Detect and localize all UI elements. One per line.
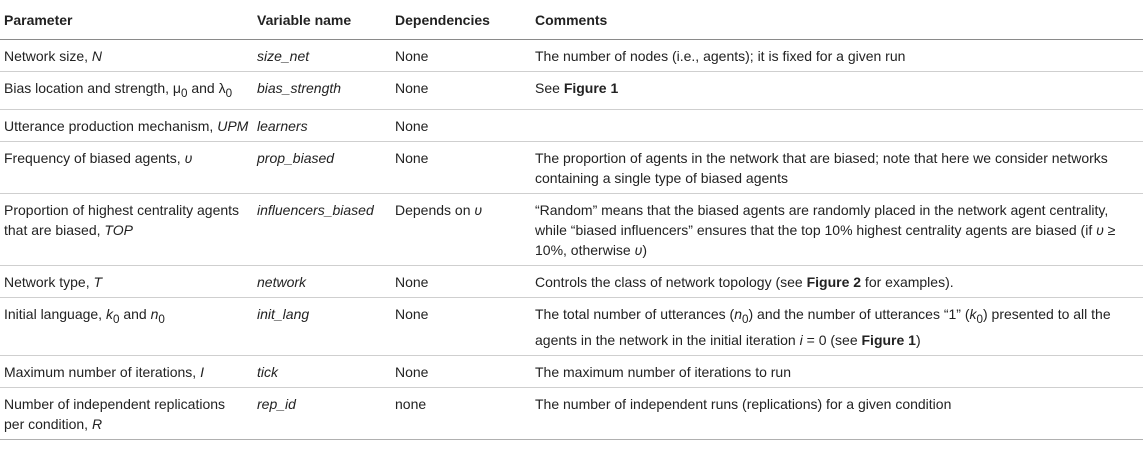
figure-link[interactable]: Figure 1 <box>563 80 619 96</box>
figure-link[interactable]: Figure 2 <box>806 273 862 290</box>
parameter-cell: Frequency of biased agents, υ <box>0 141 253 193</box>
table-row <box>0 265 1143 297</box>
table-row <box>0 72 1143 110</box>
variable-cell: influencers_biased <box>253 193 391 265</box>
comment-cell: “Random” means that the biased agents are randomly placed in the network agent centrality, while “biased influencers” ensures that the top 10% highest centrality agents are biased (if υ ≥ 10%, otherwise υ) <box>531 193 1143 265</box>
table-row <box>0 355 1143 387</box>
variable-cell: size_net <box>253 40 391 72</box>
variable-cell: learners <box>253 109 391 141</box>
table-row <box>0 109 1143 141</box>
parameter-cell: Network type, T <box>0 265 253 297</box>
dependency-cell: None <box>391 355 531 387</box>
dependency-cell: none <box>391 387 531 439</box>
header-comments: Comments <box>531 0 1143 40</box>
dependency-cell: Depends on υ <box>391 193 531 265</box>
table-row <box>0 297 1143 355</box>
comment-cell: The total number of utterances $(n_0)$ and the number of utterances “1” $(k_0)$ presented to all the agents in the network in the initial iteration i = 0 (see Figure 1) <box>531 297 1143 355</box>
parameter-cell: Maximum number of iterations, I <box>0 355 253 387</box>
comment-cell: The maximum number of iterations to run <box>531 355 1143 387</box>
figure-link[interactable]: Figure 1 <box>861 331 916 348</box>
header-parameter: Parameter <box>0 0 253 40</box>
header-variable-name: Variable name <box>253 0 391 40</box>
parameter-cell: Utterance production mechanism, UPM <box>0 109 253 141</box>
table-row <box>0 141 1143 193</box>
comment-cell: The proportion of agents in the network that are biased; note that here we consider networks containing a single type of biased agents <box>531 141 1143 193</box>
header-dependencies: Dependencies <box>391 0 531 40</box>
comment-cell: The number of nodes (i.e., agents); it is fixed for a given run <box>531 40 1143 72</box>
dependency-cell: None <box>391 141 531 193</box>
comment-cell: See Figure 1 <box>531 72 1143 110</box>
comment-cell: Controls the class of network topology (see Figure 2 for examples). <box>531 265 1143 297</box>
comment-cell <box>531 109 1143 141</box>
table-row <box>0 40 1143 72</box>
dependency-cell: None <box>391 297 531 355</box>
comment-cell: The number of independent runs (replications) for a given condition <box>531 387 1143 439</box>
parameter-cell: Number of independent replications per condition, R <box>0 387 253 439</box>
dependency-cell: None <box>391 109 531 141</box>
parameter-cell: Initial language, $k_0$ and $n_0$ <box>0 297 253 355</box>
parameter-cell: Proportion of highest centrality agents that are biased, TOP <box>0 193 253 265</box>
variable-cell: network <box>253 265 391 297</box>
parameter-cell: Bias location and strength, $\mu_0$ and $\lambda_0$ <box>0 72 253 110</box>
variable-cell: bias_strength <box>253 72 391 110</box>
dependency-cell: None <box>391 72 531 110</box>
variable-cell: rep_id <box>253 387 391 439</box>
header-row <box>0 0 1143 40</box>
variable-cell: tick <box>253 355 391 387</box>
table-row <box>0 193 1143 265</box>
variable-cell: prop_biased <box>253 141 391 193</box>
dependency-cell: None <box>391 265 531 297</box>
table-row <box>0 387 1143 439</box>
dependency-cell: None <box>391 40 531 72</box>
parameter-cell: Network size, N <box>0 40 253 72</box>
variable-cell: init_lang <box>253 297 391 355</box>
